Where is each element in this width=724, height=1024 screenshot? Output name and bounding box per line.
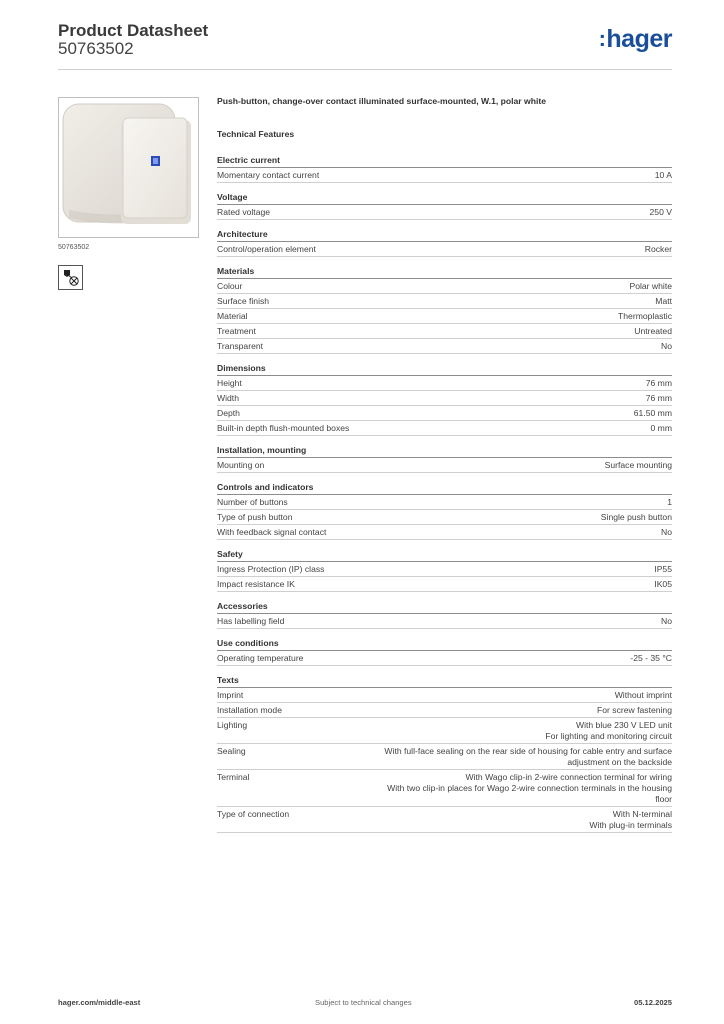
feature-label: Lighting bbox=[217, 720, 248, 730]
feature-label: Installation mode bbox=[217, 705, 282, 715]
image-caption: 50763502 bbox=[58, 244, 90, 251]
feature-label: Control/operation element bbox=[217, 244, 316, 254]
page-title: Product Datasheet bbox=[58, 21, 209, 40]
feature-group bbox=[217, 154, 672, 183]
feature-row bbox=[217, 651, 672, 666]
feature-label: Height bbox=[217, 378, 242, 388]
feature-group bbox=[217, 362, 672, 436]
logo-text: hager bbox=[606, 25, 672, 53]
logo-dots-icon: : bbox=[598, 26, 606, 51]
feature-value: Polar white bbox=[629, 281, 672, 291]
feature-label: Has labelling field bbox=[217, 616, 285, 626]
feature-row bbox=[217, 744, 672, 770]
feature-row bbox=[217, 309, 672, 324]
feature-label: Rated voltage bbox=[217, 207, 271, 217]
feature-label: Operating temperature bbox=[217, 653, 304, 663]
feature-row bbox=[217, 168, 672, 183]
feature-label: Number of buttons bbox=[217, 497, 288, 507]
feature-row bbox=[217, 525, 672, 540]
feature-row bbox=[217, 205, 672, 220]
feature-row bbox=[217, 807, 672, 833]
feature-row bbox=[217, 688, 672, 703]
push-button-product-icon bbox=[59, 98, 198, 237]
feature-value: IK05 bbox=[654, 579, 672, 589]
feature-value: No bbox=[661, 341, 672, 351]
datasheet-content bbox=[217, 96, 672, 833]
feature-value: With full-face sealing on the rear side of housing for cable entry and surface adjustment on the backside bbox=[384, 746, 672, 767]
feature-row bbox=[217, 339, 672, 354]
group-title: Materials bbox=[217, 265, 672, 279]
feature-value: IP55 bbox=[654, 564, 672, 574]
product-description: Push-button, change-over contact illuminated surface-mounted, W.1, polar white bbox=[217, 96, 546, 106]
technical-features-heading: Technical Features bbox=[217, 129, 295, 139]
feature-label: Sealing bbox=[217, 746, 246, 756]
feature-value: 10 A bbox=[654, 170, 672, 180]
feature-label: Terminal bbox=[217, 772, 250, 782]
feature-group bbox=[217, 444, 672, 473]
feature-row bbox=[217, 406, 672, 421]
feature-label: Impact resistance IK bbox=[217, 579, 295, 589]
feature-group bbox=[217, 548, 672, 592]
feature-row bbox=[217, 279, 672, 294]
feature-row bbox=[217, 376, 672, 391]
feature-group bbox=[217, 637, 672, 666]
feature-value: With N-terminal With plug-in terminals bbox=[589, 809, 672, 830]
feature-group bbox=[217, 674, 672, 833]
feature-group bbox=[217, 228, 672, 257]
feature-value: 1 bbox=[667, 497, 672, 507]
product-image bbox=[58, 97, 199, 238]
feature-label: Depth bbox=[217, 408, 240, 418]
feature-row bbox=[217, 294, 672, 309]
feature-label: Colour bbox=[217, 281, 243, 291]
feature-value: 0 mm bbox=[650, 423, 672, 433]
feature-value: 76 mm bbox=[645, 378, 672, 388]
group-title: Architecture bbox=[217, 228, 672, 242]
feature-group bbox=[217, 191, 672, 220]
feature-label: Material bbox=[217, 311, 248, 321]
feature-row bbox=[217, 324, 672, 339]
feature-row bbox=[217, 703, 672, 718]
footer-note: Subject to technical changes bbox=[315, 998, 412, 1007]
group-title: Texts bbox=[217, 674, 672, 688]
feature-label: Type of push button bbox=[217, 512, 293, 522]
feature-value: No bbox=[661, 527, 672, 537]
feature-value: Matt bbox=[655, 296, 672, 306]
feature-row bbox=[217, 577, 672, 592]
group-title: Accessories bbox=[217, 600, 672, 614]
feature-value: 61.50 mm bbox=[633, 408, 672, 418]
feature-label: Width bbox=[217, 393, 239, 403]
group-title: Electric current bbox=[217, 154, 672, 168]
feature-row bbox=[217, 458, 672, 473]
feature-row bbox=[217, 495, 672, 510]
feature-label: With feedback signal contact bbox=[217, 527, 327, 537]
feature-label: Treatment bbox=[217, 326, 256, 336]
feature-value: Surface mounting bbox=[604, 460, 672, 470]
group-title: Dimensions bbox=[217, 362, 672, 376]
feature-row bbox=[217, 770, 672, 807]
feature-label: Ingress Protection (IP) class bbox=[217, 564, 325, 574]
feature-group bbox=[217, 481, 672, 540]
page-header bbox=[58, 21, 672, 70]
feature-value: With Wago clip-in 2-wire connection terminal for wiring With two clip-in places for Wago 2-wire connection terminals in the housing floor bbox=[387, 772, 672, 804]
feature-label: Built-in depth flush-mounted boxes bbox=[217, 423, 350, 433]
feature-value: For screw fastening bbox=[597, 705, 672, 715]
feature-value: Thermoplastic bbox=[618, 311, 672, 321]
feature-row bbox=[217, 421, 672, 436]
feature-value: 76 mm bbox=[645, 393, 672, 403]
feature-value: Single push button bbox=[600, 512, 672, 522]
feature-label: Type of connection bbox=[217, 809, 290, 819]
feature-row bbox=[217, 718, 672, 744]
feature-label: Momentary contact current bbox=[217, 170, 320, 180]
product-number: 50763502 bbox=[58, 39, 134, 58]
group-title: Controls and indicators bbox=[217, 481, 672, 495]
feature-value: 250 V bbox=[649, 207, 672, 217]
feature-row bbox=[217, 510, 672, 525]
feature-value: Rocker bbox=[644, 244, 672, 254]
group-title: Safety bbox=[217, 548, 672, 562]
feature-label: Transparent bbox=[217, 341, 264, 351]
group-title: Installation, mounting bbox=[217, 444, 672, 458]
feature-value: -25 - 35 °C bbox=[630, 653, 672, 663]
footer-date: 05.12.2025 bbox=[633, 998, 672, 1007]
feature-label: Imprint bbox=[217, 690, 244, 700]
feature-value: Untreated bbox=[634, 326, 672, 336]
feature-value: No bbox=[661, 616, 672, 626]
feature-groups bbox=[217, 154, 672, 833]
group-title: Voltage bbox=[217, 191, 672, 205]
feature-group bbox=[217, 265, 672, 354]
group-title: Use conditions bbox=[217, 637, 672, 651]
hager-logo bbox=[599, 25, 672, 54]
feature-label: Mounting on bbox=[217, 460, 265, 470]
feature-value: Without imprint bbox=[614, 690, 672, 700]
feature-label: Surface finish bbox=[217, 296, 270, 306]
device-symbol-icon bbox=[58, 265, 83, 290]
feature-row bbox=[217, 391, 672, 406]
feature-row bbox=[217, 614, 672, 629]
feature-row bbox=[217, 242, 672, 257]
footer-website: hager.com/middle-east bbox=[58, 998, 141, 1007]
feature-row bbox=[217, 562, 672, 577]
feature-group bbox=[217, 600, 672, 629]
feature-value: With blue 230 V LED unit For lighting and monitoring circuit bbox=[545, 720, 672, 741]
